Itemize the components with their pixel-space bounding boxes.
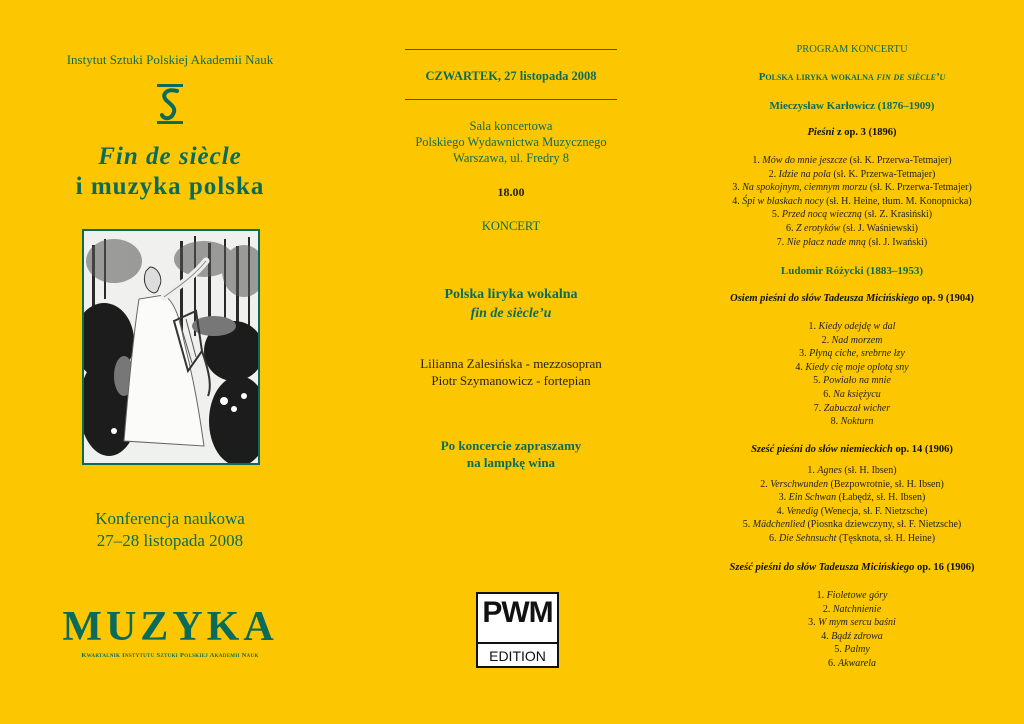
song-number: 6. xyxy=(786,222,796,234)
song-title: Nad morzem xyxy=(831,334,883,346)
song-title: Verschwunden xyxy=(770,478,828,490)
song-list xyxy=(680,154,1024,249)
song-item xyxy=(680,630,1024,644)
song-item xyxy=(680,320,1024,334)
song-number: 5. xyxy=(771,209,782,221)
song-title: W mym sercu baśni xyxy=(818,617,896,629)
song-item xyxy=(680,505,1024,519)
song-item xyxy=(680,388,1024,402)
song-item xyxy=(680,181,1024,195)
song-number: 1. xyxy=(808,321,819,332)
cycle-opus: z op. 3 (1896) xyxy=(834,127,897,138)
song-title: Na księżycu xyxy=(833,388,881,400)
cycle-heading xyxy=(680,293,1024,304)
song-number: 6. xyxy=(823,388,834,400)
song-number: 1. xyxy=(816,590,827,601)
song-lyricist: (sł. Z. Krasiński) xyxy=(861,209,933,221)
song-title: Kiedy odejdę w dal xyxy=(818,321,896,332)
song-item xyxy=(680,208,1024,222)
performer: Lilianna Zalesińska - mezzosopran xyxy=(420,356,602,371)
venue-line: Polskiego Wydawnictwa Muzycznego xyxy=(415,135,607,149)
concert-time: 18.00 xyxy=(497,185,525,199)
pwm-logo-text: PWM xyxy=(482,596,553,629)
song-title: Powiało na mnie xyxy=(823,375,891,387)
song-lyricist: (Wenecja, sł. F. Nietzsche) xyxy=(818,505,928,517)
cycle-opus: op. 9 (1904) xyxy=(919,293,974,304)
institute-name: Instytut Sztuki Polskiej Akademii Nauk xyxy=(66,52,274,67)
song-title: Z erotyków xyxy=(796,222,841,234)
pwm-edition-logo xyxy=(476,592,559,668)
song-lyricist: (sł. K. Przerwa-Tetmajer) xyxy=(847,155,952,166)
program-heading: PROGRAM KONCERTU xyxy=(796,44,908,55)
concert-title xyxy=(385,285,637,323)
concert-date: CZWARTEK, 27 listopada 2008 xyxy=(425,69,597,83)
cycle-title: Sześć pieśni do słów niemieckich xyxy=(751,444,893,455)
song-title: Zabuczał wicher xyxy=(823,402,891,414)
concert-title-line-1: Polska liryka wokalna xyxy=(444,287,578,302)
song-item xyxy=(680,589,1024,603)
venue xyxy=(385,118,637,166)
song-title: Mów do mnie jeszcze xyxy=(762,155,848,166)
song-title: Nokturn xyxy=(840,416,874,428)
song-lyricist: (Tęsknota, sł. H. Heine) xyxy=(836,532,936,544)
song-number: 6. xyxy=(768,532,779,544)
concert-label: KONCERT xyxy=(481,219,541,233)
song-number: 3. xyxy=(778,492,789,504)
song-number: 3. xyxy=(808,617,819,629)
song-item xyxy=(680,478,1024,492)
performer: Piotr Szymanowicz - fortepian xyxy=(431,373,591,388)
song-title: Ein Schwan xyxy=(788,492,837,504)
concert-info-panel xyxy=(385,0,637,724)
institute-logo-icon xyxy=(155,82,185,126)
program-panel xyxy=(680,0,1024,724)
pwm-logo-edition: EDITION xyxy=(489,648,546,664)
song-title: Akwarela xyxy=(838,657,876,669)
cycle-heading xyxy=(680,127,1024,138)
song-item xyxy=(680,518,1024,532)
invitation xyxy=(385,437,637,471)
song-number: 7. xyxy=(776,236,787,248)
song-lyricist: (sł. J. Waśniewski) xyxy=(840,222,918,234)
song-lyricist: (Piosnka dziewczyny, sł. F. Nietzsche) xyxy=(804,519,962,531)
song-number: 2. xyxy=(768,168,779,180)
cycle-heading xyxy=(680,562,1024,573)
song-number: 4. xyxy=(795,361,806,373)
song-number: 4. xyxy=(776,505,787,517)
song-item xyxy=(680,168,1024,182)
song-item xyxy=(680,657,1024,671)
song-item xyxy=(680,402,1024,416)
song-item xyxy=(680,643,1024,657)
program-subtitle xyxy=(680,71,1024,83)
song-title: Nie płacz nade mną xyxy=(786,236,866,248)
song-item xyxy=(680,236,1024,250)
composer-heading: Ludomir Różycki (1883–1953) xyxy=(780,265,924,277)
song-list xyxy=(680,464,1024,546)
cover-panel xyxy=(40,0,300,724)
song-item xyxy=(680,195,1024,209)
cycle-opus: op. 14 (1906) xyxy=(892,444,953,455)
song-lyricist: (sł. H. Heine, tłum. M. Konopnicka) xyxy=(823,195,972,207)
song-number: 2. xyxy=(760,478,771,490)
invitation-line: Po koncercie zapraszamy xyxy=(440,438,582,453)
title-line-1: Fin de siècle xyxy=(98,143,242,170)
song-list xyxy=(680,320,1024,429)
song-title: Na spokojnym, ciemnym morzu xyxy=(742,182,868,194)
song-title: Fioletowe góry xyxy=(826,590,888,601)
woman-with-lyre-image xyxy=(84,231,258,463)
song-number: 6. xyxy=(828,657,839,669)
song-number: 5. xyxy=(834,644,845,656)
song-title: Śpi w blaskach nocy xyxy=(742,195,824,207)
subtitle-italic: fin de siècle’u xyxy=(876,71,946,83)
divider xyxy=(405,49,617,50)
song-number: 7. xyxy=(813,402,824,414)
song-number: 1. xyxy=(807,465,818,476)
song-lyricist: (sł. K. Przerwa-Tetmajer) xyxy=(830,168,936,180)
cycle-title: Osiem pieśni do słów Tadeusza Micińskiego xyxy=(730,293,920,304)
conference-info xyxy=(40,508,300,552)
song-item xyxy=(680,361,1024,375)
journal-subtitle: Kwartalnik Instytutu Sztuki Polskiej Akademii Nauk xyxy=(81,652,259,659)
song-number: 3. xyxy=(732,182,743,194)
song-item xyxy=(680,374,1024,388)
song-number: 1. xyxy=(752,155,763,166)
song-item xyxy=(680,464,1024,478)
title-line-2: i muzyka polska xyxy=(75,173,265,200)
song-title: Palmy xyxy=(844,644,870,656)
song-item xyxy=(680,334,1024,348)
song-lyricist: (Bezpowrotnie, sł. H. Ibsen) xyxy=(827,478,944,490)
cycle-opus: op. 16 (1906) xyxy=(914,562,975,573)
song-title: Mädchenlied xyxy=(752,519,805,531)
conference-title: Konferencja naukowa xyxy=(95,509,245,528)
cycle-title: Pieśni xyxy=(807,127,835,138)
song-number: 5. xyxy=(813,375,824,387)
song-item xyxy=(680,491,1024,505)
cycle-heading xyxy=(680,444,1024,455)
song-title: Natchnienie xyxy=(832,603,882,615)
song-title: Bądź zdrowa xyxy=(831,630,883,642)
song-item xyxy=(680,222,1024,236)
song-lyricist: (sł. H. Ibsen) xyxy=(841,465,897,476)
song-number: 5. xyxy=(742,519,753,531)
song-number: 4. xyxy=(821,630,832,642)
song-lyricist: (sł. J. Iwański) xyxy=(865,236,928,248)
divider xyxy=(405,99,617,100)
song-item xyxy=(680,415,1024,429)
song-title: Przed nocą wieczną xyxy=(781,209,862,221)
subtitle-plain: Polska liryka wokalna xyxy=(758,71,877,83)
performers xyxy=(385,355,637,389)
song-item xyxy=(680,616,1024,630)
song-title: Płyną ciche, srebrne łzy xyxy=(809,348,905,360)
song-title: Agnes xyxy=(817,465,842,476)
song-number: 2. xyxy=(821,334,832,346)
brochure-title xyxy=(40,142,300,202)
venue-line: Warszawa, ul. Fredry 8 xyxy=(453,151,569,165)
song-title: Idzie na pola xyxy=(778,168,831,180)
song-title: Venedig xyxy=(786,505,819,517)
conference-dates: 27–28 listopada 2008 xyxy=(96,531,244,550)
pwm-logo-divider xyxy=(478,642,557,644)
song-lyricist: (sł. K. Przerwa-Tetmajer) xyxy=(867,182,972,194)
invitation-line: na lampkę wina xyxy=(466,455,556,470)
song-item xyxy=(680,154,1024,168)
song-title: Die Sehnsucht xyxy=(778,532,837,544)
song-number: 8. xyxy=(830,416,841,428)
venue-line: Sala koncertowa xyxy=(469,119,553,133)
song-list xyxy=(680,589,1024,671)
song-number: 4. xyxy=(732,195,743,207)
concert-title-line-2: fin de siècle’u xyxy=(470,306,552,321)
song-number: 3. xyxy=(799,348,810,360)
composer-heading: Mieczysław Karłowicz (1876–1909) xyxy=(769,100,935,112)
song-lyricist: (Łabędź, sł. H. Ibsen) xyxy=(836,492,926,504)
cycle-title: Sześć pieśni do słów Tadeusza Micińskiego xyxy=(729,562,915,573)
song-item xyxy=(680,532,1024,546)
journal-name: MUZYKA xyxy=(62,604,278,650)
song-number: 2. xyxy=(822,603,833,615)
song-item xyxy=(680,347,1024,361)
song-title: Kiedy cię moje oplotą sny xyxy=(805,361,909,373)
song-item xyxy=(680,603,1024,617)
cover-illustration xyxy=(82,229,260,465)
